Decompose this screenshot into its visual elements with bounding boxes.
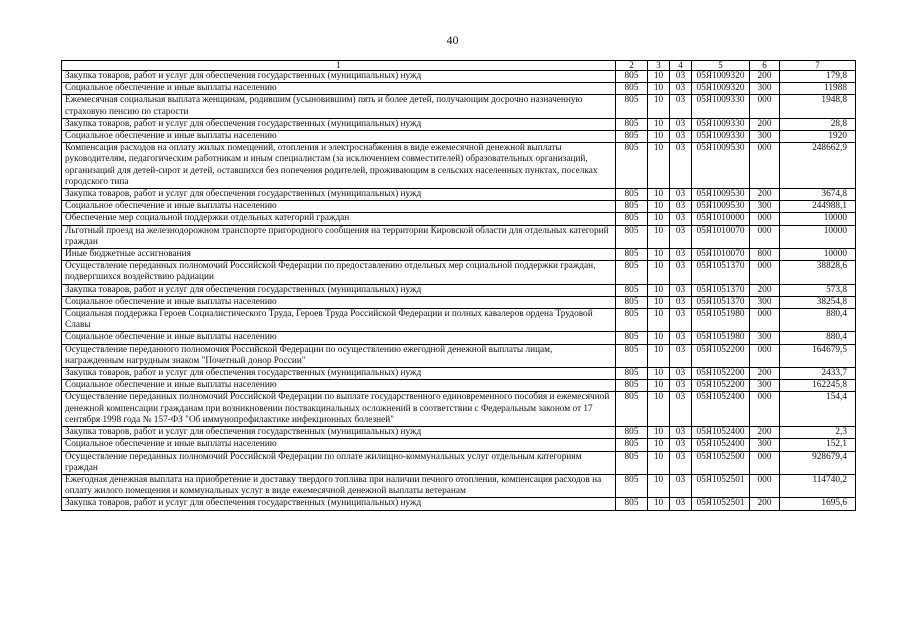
row-csr: 05Я1051370 — [692, 261, 750, 284]
table-row — [62, 344, 856, 367]
row-rz: 10 — [648, 189, 670, 201]
row-ved: 805 — [616, 474, 648, 497]
row-csr: 05Я1009330 — [692, 118, 750, 130]
row-vr: 200 — [750, 189, 780, 201]
row-ved: 805 — [616, 249, 648, 261]
row-name: Обеспечение мер социальной поддержки отдельных категорий граждан — [62, 213, 616, 225]
row-ved: 805 — [616, 332, 648, 344]
row-pr: 03 — [670, 439, 692, 451]
row-vr: 200 — [750, 427, 780, 439]
row-pr: 03 — [670, 249, 692, 261]
row-vr: 200 — [750, 118, 780, 130]
table-row — [62, 474, 856, 497]
row-ved: 805 — [616, 296, 648, 308]
row-vr: 000 — [750, 344, 780, 367]
table-row — [62, 189, 856, 201]
row-csr: 05Я1052400 — [692, 439, 750, 451]
row-ved: 805 — [616, 368, 648, 380]
row-ved: 805 — [616, 451, 648, 474]
row-csr: 05Я1009530 — [692, 201, 750, 213]
table-row — [62, 83, 856, 95]
column-header: 1 — [62, 61, 616, 71]
row-csr: 05Я1051980 — [692, 309, 750, 332]
row-rz: 10 — [648, 83, 670, 95]
row-sum: 10000 — [780, 249, 856, 261]
row-pr: 03 — [670, 71, 692, 83]
row-ved: 805 — [616, 309, 648, 332]
row-pr: 03 — [670, 225, 692, 248]
column-header: 6 — [750, 61, 780, 71]
row-sum: 38254,8 — [780, 296, 856, 308]
row-pr: 03 — [670, 332, 692, 344]
table-row — [62, 143, 856, 189]
row-ved: 805 — [616, 213, 648, 225]
row-sum: 880,4 — [780, 332, 856, 344]
row-ved: 805 — [616, 131, 648, 143]
row-csr: 05Я1051370 — [692, 284, 750, 296]
row-name: Закупка товаров, работ и услуг для обеспечения государственных (муниципальных) нужд — [62, 498, 616, 510]
row-vr: 800 — [750, 249, 780, 261]
row-csr: 05Я1052400 — [692, 392, 750, 427]
row-pr: 03 — [670, 498, 692, 510]
row-rz: 10 — [648, 131, 670, 143]
row-rz: 10 — [648, 71, 670, 83]
column-header: 2 — [616, 61, 648, 71]
column-header: 5 — [692, 61, 750, 71]
row-sum: 162245,8 — [780, 380, 856, 392]
row-pr: 03 — [670, 392, 692, 427]
budget-table — [61, 60, 856, 511]
row-pr: 03 — [670, 344, 692, 367]
row-rz: 10 — [648, 368, 670, 380]
row-ved: 805 — [616, 225, 648, 248]
column-header: 4 — [670, 61, 692, 71]
column-header: 3 — [648, 61, 670, 71]
row-ved: 805 — [616, 261, 648, 284]
row-pr: 03 — [670, 213, 692, 225]
row-rz: 10 — [648, 118, 670, 130]
row-vr: 000 — [750, 143, 780, 189]
row-csr: 05Я1052200 — [692, 380, 750, 392]
row-rz: 10 — [648, 296, 670, 308]
row-ved: 805 — [616, 189, 648, 201]
table-row — [62, 261, 856, 284]
row-ved: 805 — [616, 284, 648, 296]
row-pr: 03 — [670, 284, 692, 296]
row-vr: 000 — [750, 392, 780, 427]
column-header: 7 — [780, 61, 856, 71]
row-vr: 300 — [750, 332, 780, 344]
row-name: Закупка товаров, работ и услуг для обеспечения государственных (муниципальных) нужд — [62, 71, 616, 83]
row-name: Закупка товаров, работ и услуг для обеспечения государственных (муниципальных) нужд — [62, 368, 616, 380]
table-row — [62, 225, 856, 248]
row-name: Льготный проезд на железнодорожном транспорте пригородного сообщения на территории Кировской области для отдельных категорий граждан — [62, 225, 616, 248]
row-pr: 03 — [670, 380, 692, 392]
row-vr: 000 — [750, 213, 780, 225]
row-sum: 154,4 — [780, 392, 856, 427]
row-vr: 300 — [750, 380, 780, 392]
row-csr: 05Я1009530 — [692, 143, 750, 189]
row-sum: 573,8 — [780, 284, 856, 296]
row-ved: 805 — [616, 201, 648, 213]
row-name: Осуществление переданных полномочий Российской Федерации по выплате государственного единовременного пособия и ежемесячной денежной компенсации гражданам при возникновении поствакцинальных осложнений в соответствии с Федеральным законом от 17 сентября 1998 года № 157-ФЗ "Об иммунопрофилактике инфекционных болезней" — [62, 392, 616, 427]
row-name: Социальное обеспечение и иные выплаты населению — [62, 380, 616, 392]
row-csr: 05Я1009320 — [692, 71, 750, 83]
page-number: 40 — [446, 33, 459, 47]
row-csr: 05Я1009330 — [692, 95, 750, 118]
row-pr: 03 — [670, 261, 692, 284]
row-name: Осуществление переданных полномочий Российской Федерации по предоставлению отдельных мер социальной поддержки граждан, подвергшихся воздействию радиации — [62, 261, 616, 284]
row-name: Закупка товаров, работ и услуг для обеспечения государственных (муниципальных) нужд — [62, 284, 616, 296]
row-name: Осуществление переданных полномочий Российской Федерации по оплате жилищно-коммунальных услуг отдельным категориям граждан — [62, 451, 616, 474]
table-row — [62, 332, 856, 344]
row-vr: 000 — [750, 95, 780, 118]
table-row — [62, 249, 856, 261]
row-rz: 10 — [648, 439, 670, 451]
row-vr: 000 — [750, 261, 780, 284]
row-name: Осуществление переданного полномочия Российской Федерации по осуществлению ежегодной денежной выплаты лицам, награжденным нагрудным знаком "Почетный донор России" — [62, 344, 616, 367]
row-vr: 300 — [750, 201, 780, 213]
row-sum: 880,4 — [780, 309, 856, 332]
row-ved: 805 — [616, 498, 648, 510]
row-csr: 05Я1010000 — [692, 213, 750, 225]
row-csr: 05Я1052501 — [692, 498, 750, 510]
table-row — [62, 118, 856, 130]
row-name: Ежемесячная социальная выплата женщинам, родившим (усыновившим) пять и более детей, получающим досрочно назначенную страховую пенсию по старости — [62, 95, 616, 118]
row-vr: 200 — [750, 284, 780, 296]
row-name: Ежегодная денежная выплата на приобретение и доставку твердого топлива при наличии печного отопления, компенсация расходов на оплату жилого помещения и коммунальных услуг в виде ежемесячной денежной выплаты ветеранам — [62, 474, 616, 497]
row-rz: 10 — [648, 261, 670, 284]
row-csr: 05Я1009320 — [692, 83, 750, 95]
row-name: Закупка товаров, работ и услуг для обеспечения государственных (муниципальных) нужд — [62, 118, 616, 130]
row-rz: 10 — [648, 309, 670, 332]
row-rz: 10 — [648, 225, 670, 248]
row-ved: 805 — [616, 380, 648, 392]
row-vr: 000 — [750, 309, 780, 332]
row-pr: 03 — [670, 451, 692, 474]
row-csr: 05Я1051370 — [692, 296, 750, 308]
row-name: Социальное обеспечение и иные выплаты населению — [62, 332, 616, 344]
row-pr: 03 — [670, 296, 692, 308]
row-sum: 28,8 — [780, 118, 856, 130]
row-rz: 10 — [648, 451, 670, 474]
table-row — [62, 392, 856, 427]
row-sum: 2433,7 — [780, 368, 856, 380]
column-number-row — [62, 61, 856, 71]
row-ved: 805 — [616, 95, 648, 118]
row-sum: 1920 — [780, 131, 856, 143]
row-ved: 805 — [616, 439, 648, 451]
row-rz: 10 — [648, 392, 670, 427]
row-pr: 03 — [670, 83, 692, 95]
row-rz: 10 — [648, 143, 670, 189]
table-row — [62, 427, 856, 439]
table-row — [62, 309, 856, 332]
table-row — [62, 284, 856, 296]
table-row — [62, 95, 856, 118]
row-vr: 000 — [750, 225, 780, 248]
row-sum: 3674,8 — [780, 189, 856, 201]
row-pr: 03 — [670, 118, 692, 130]
row-rz: 10 — [648, 332, 670, 344]
table-row — [62, 131, 856, 143]
row-csr: 05Я1051980 — [692, 332, 750, 344]
row-rz: 10 — [648, 284, 670, 296]
row-sum: 10000 — [780, 213, 856, 225]
row-name: Социальное обеспечение и иные выплаты населению — [62, 296, 616, 308]
table-row — [62, 213, 856, 225]
row-name: Социальное обеспечение и иные выплаты населению — [62, 201, 616, 213]
row-pr: 03 — [670, 427, 692, 439]
row-sum: 10000 — [780, 225, 856, 248]
table-row — [62, 380, 856, 392]
row-csr: 05Я1010070 — [692, 225, 750, 248]
row-sum: 38828,6 — [780, 261, 856, 284]
row-sum: 1948,8 — [780, 95, 856, 118]
row-name: Закупка товаров, работ и услуг для обеспечения государственных (муниципальных) нужд — [62, 427, 616, 439]
row-ved: 805 — [616, 83, 648, 95]
table-row — [62, 439, 856, 451]
row-pr: 03 — [670, 309, 692, 332]
row-ved: 805 — [616, 71, 648, 83]
row-sum: 248662,9 — [780, 143, 856, 189]
row-vr: 200 — [750, 498, 780, 510]
row-rz: 10 — [648, 474, 670, 497]
row-pr: 03 — [670, 474, 692, 497]
row-csr: 05Я1010070 — [692, 249, 750, 261]
row-rz: 10 — [648, 201, 670, 213]
row-vr: 300 — [750, 296, 780, 308]
row-sum: 152,1 — [780, 439, 856, 451]
row-csr: 05Я1009530 — [692, 189, 750, 201]
row-sum: 114740,2 — [780, 474, 856, 497]
row-name: Закупка товаров, работ и услуг для обеспечения государственных (муниципальных) нужд — [62, 189, 616, 201]
row-name: Иные бюджетные ассигнования — [62, 249, 616, 261]
table-row — [62, 451, 856, 474]
row-csr: 05Я1009330 — [692, 131, 750, 143]
row-rz: 10 — [648, 498, 670, 510]
row-pr: 03 — [670, 143, 692, 189]
row-rz: 10 — [648, 213, 670, 225]
row-pr: 03 — [670, 368, 692, 380]
table-row — [62, 498, 856, 510]
table-row — [62, 201, 856, 213]
row-vr: 300 — [750, 83, 780, 95]
row-sum: 2,3 — [780, 427, 856, 439]
row-rz: 10 — [648, 95, 670, 118]
row-sum: 244988,1 — [780, 201, 856, 213]
row-vr: 300 — [750, 131, 780, 143]
row-pr: 03 — [670, 95, 692, 118]
row-ved: 805 — [616, 118, 648, 130]
row-rz: 10 — [648, 249, 670, 261]
row-vr: 300 — [750, 439, 780, 451]
row-vr: 000 — [750, 474, 780, 497]
row-ved: 805 — [616, 427, 648, 439]
row-sum: 928679,4 — [780, 451, 856, 474]
row-csr: 05Я1052500 — [692, 451, 750, 474]
table-body — [62, 71, 856, 511]
row-sum: 164679,5 — [780, 344, 856, 367]
row-sum: 1695,6 — [780, 498, 856, 510]
row-name: Социальное обеспечение и иные выплаты населению — [62, 131, 616, 143]
row-name: Социальная поддержка Героев Социалистического Труда, Героев Труда Российской Федерации и полных кавалеров ордена Трудовой Славы — [62, 309, 616, 332]
table-row — [62, 296, 856, 308]
row-pr: 03 — [670, 131, 692, 143]
table-row — [62, 368, 856, 380]
row-csr: 05Я1052200 — [692, 344, 750, 367]
row-rz: 10 — [648, 427, 670, 439]
row-name: Социальное обеспечение и иные выплаты населению — [62, 439, 616, 451]
row-csr: 05Я1052501 — [692, 474, 750, 497]
row-pr: 03 — [670, 201, 692, 213]
row-vr: 200 — [750, 71, 780, 83]
table-row — [62, 71, 856, 83]
row-ved: 805 — [616, 392, 648, 427]
row-csr: 05Я1052400 — [692, 427, 750, 439]
row-rz: 10 — [648, 344, 670, 367]
row-pr: 03 — [670, 189, 692, 201]
row-csr: 05Я1052200 — [692, 368, 750, 380]
row-ved: 805 — [616, 143, 648, 189]
row-rz: 10 — [648, 380, 670, 392]
row-vr: 000 — [750, 451, 780, 474]
row-name: Компенсация расходов на оплату жилых помещений, отопления и электроснабжения в виде ежемесячной денежной выплаты руководителям, педагогическим работникам и иным специалистам (за исключением совместителей) образовательных организаций, организаций для детей-сирот и детей, оставшихся без попечения родителей, проживающим в сельских населенных пунктах, поселках городского типа — [62, 143, 616, 189]
table-header — [62, 61, 856, 71]
row-sum: 179,8 — [780, 71, 856, 83]
row-sum: 11988 — [780, 83, 856, 95]
row-vr: 200 — [750, 368, 780, 380]
row-ved: 805 — [616, 344, 648, 367]
row-name: Социальное обеспечение и иные выплаты населению — [62, 83, 616, 95]
